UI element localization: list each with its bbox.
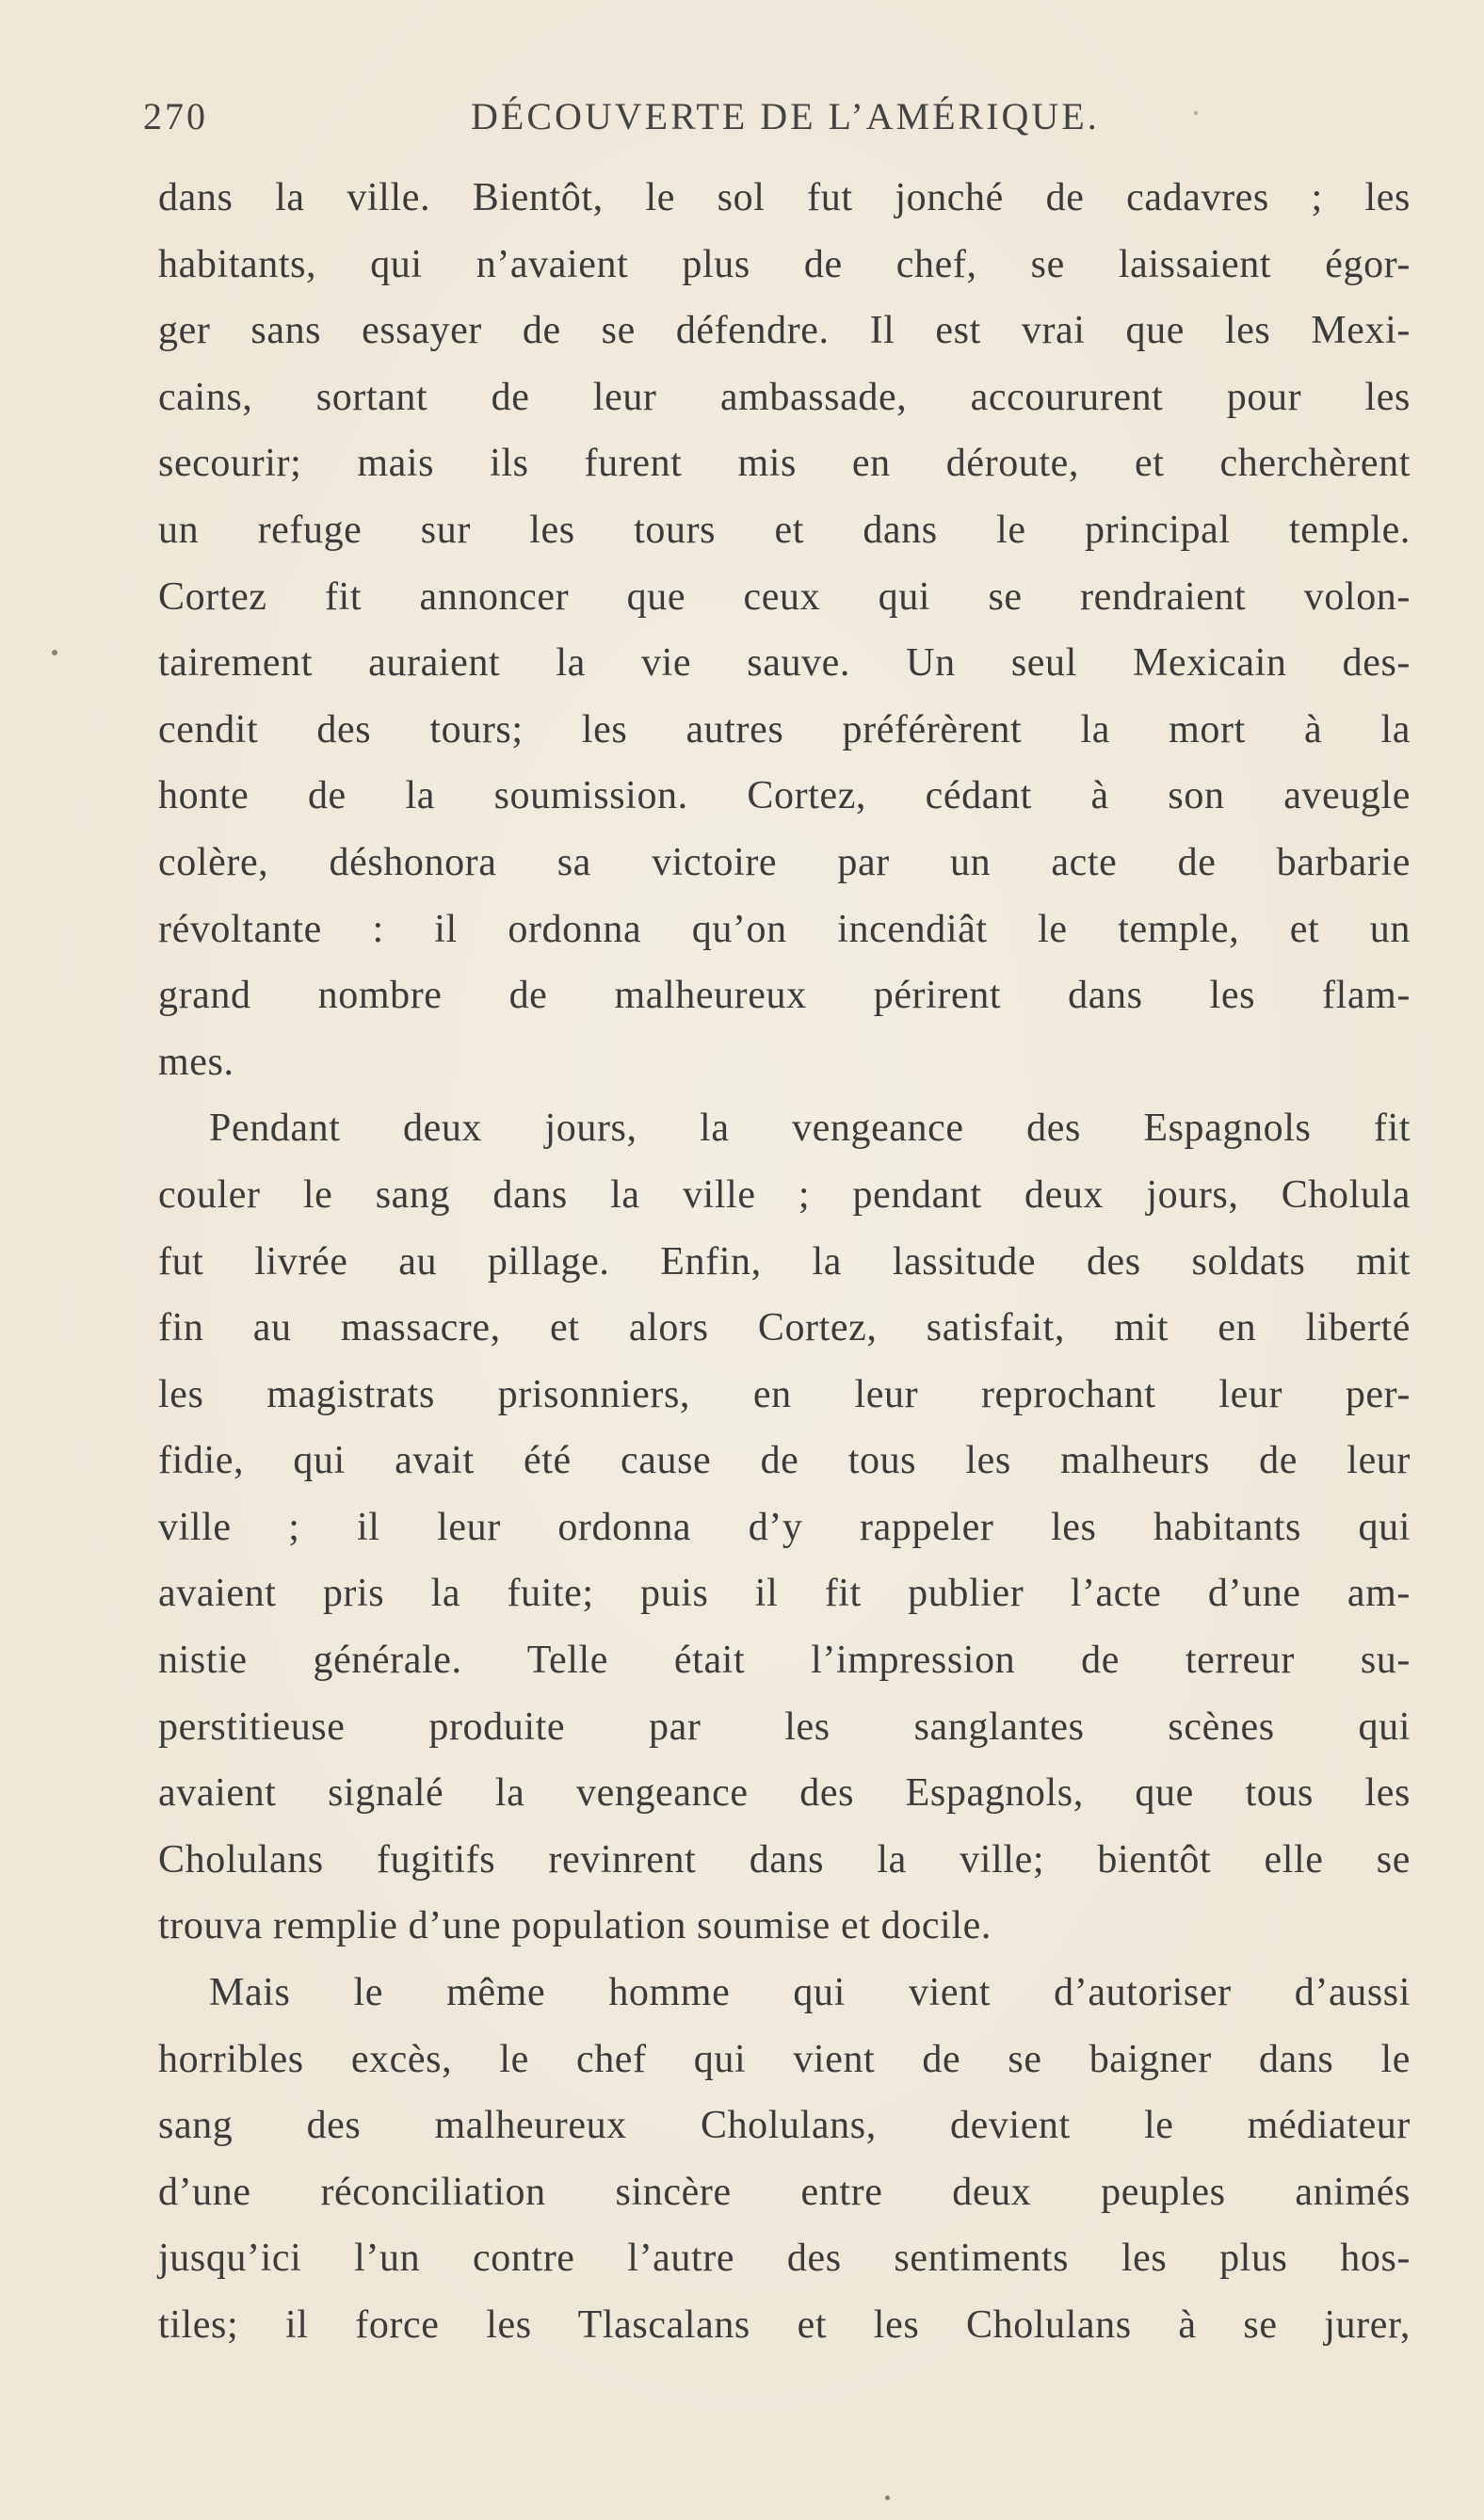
text-line: tiles; il force les Tlascalans et les Cholulans à se jurer, [158, 2303, 1411, 2347]
text-line: mes. [158, 1040, 234, 1084]
text-line: horribles excès, le chef qui vient de se baigner dans le [158, 2037, 1411, 2081]
text-line: jusqu’ici l’un contre l’autre des sentiments les plus hos- [158, 2237, 1411, 2281]
text-line: fin au massacre, et alors Cortez, satisfait, mit en liberté [158, 1306, 1411, 1350]
paper-speck [885, 2496, 890, 2500]
text-line: trouva remplie d’une population soumise et docile. [158, 1904, 992, 1948]
text-line: avaient signalé la vengeance des Espagnols, que tous les [158, 1771, 1411, 1816]
text-line: Pendant deux jours, la vengeance des Espagnols fit [209, 1107, 1411, 1151]
text-line: avaient pris la fuite; puis il fit publier l’acte d’une am- [158, 1572, 1411, 1616]
text-line: couler le sang dans la ville ; pendant deux jours, Cholula [158, 1172, 1411, 1217]
text-line: secourir; mais ils furent mis en déroute, et cherchèrent [158, 442, 1411, 486]
text-line: cains, sortant de leur ambassade, accoururent pour les [158, 375, 1411, 419]
page-header [143, 94, 1320, 151]
text-line: ger sans essayer de se défendre. Il est vrai que les Mexi- [158, 309, 1411, 353]
text-line: honte de la soumission. Cortez, cédant à son aveugle [158, 774, 1411, 818]
text-line: Cholulans fugitifs revinrent dans la ville; bientôt elle se [158, 1837, 1411, 1882]
text-line: fut livrée au pillage. Enfin, la lassitude des soldats mit [158, 1239, 1411, 1284]
paper-speck [1194, 111, 1198, 115]
body-text [158, 165, 1411, 2359]
paper-speck [52, 650, 57, 655]
text-line: un refuge sur les tours et dans le principal temple. [158, 508, 1411, 552]
text-line: habitants, qui n’avaient plus de chef, se laissaient égor- [158, 242, 1411, 286]
text-line: Cortez fit annoncer que ceux qui se rendraient volon- [158, 574, 1411, 619]
text-line: colère, déshonora sa victoire par un acte de barbarie [158, 840, 1411, 884]
text-line: perstitieuse produite par les sanglantes scènes qui [158, 1704, 1411, 1749]
text-line: nistie générale. Telle était l’impression de terreur su- [158, 1639, 1411, 1683]
text-line: dans la ville. Bientôt, le sol fut jonché de cadavres ; les [158, 176, 1411, 219]
text-line: cendit des tours; les autres préférèrent la mort à la [158, 707, 1411, 751]
text-line: fidie, qui avait été cause de tous les malheurs de leur [158, 1439, 1411, 1483]
text-line: grand nombre de malheureux périrent dans les flam- [158, 974, 1411, 1018]
text-line: sang des malheureux Cholulans, devient le médiateur [158, 2104, 1411, 2148]
text-line: Mais le même homme qui vient d’autoriser d’aussi [209, 1971, 1411, 2015]
text-line: ville ; il leur ordonna d’y rappeler les habitants qui [158, 1505, 1411, 1549]
page-number: 270 [143, 95, 208, 137]
text-line: d’une réconciliation sincère entre deux peuples animés [158, 2170, 1411, 2214]
text-line: les magistrats prisonniers, en leur reprochant leur per- [158, 1372, 1411, 1416]
text-line: révoltante : il ordonna qu’on incendiât le temple, et un [158, 907, 1411, 951]
running-title: DÉCOUVERTE DE L’AMÉRIQUE. [471, 95, 1100, 137]
text-line: tairement auraient la vie sauve. Un seul Mexicain des- [158, 641, 1411, 686]
